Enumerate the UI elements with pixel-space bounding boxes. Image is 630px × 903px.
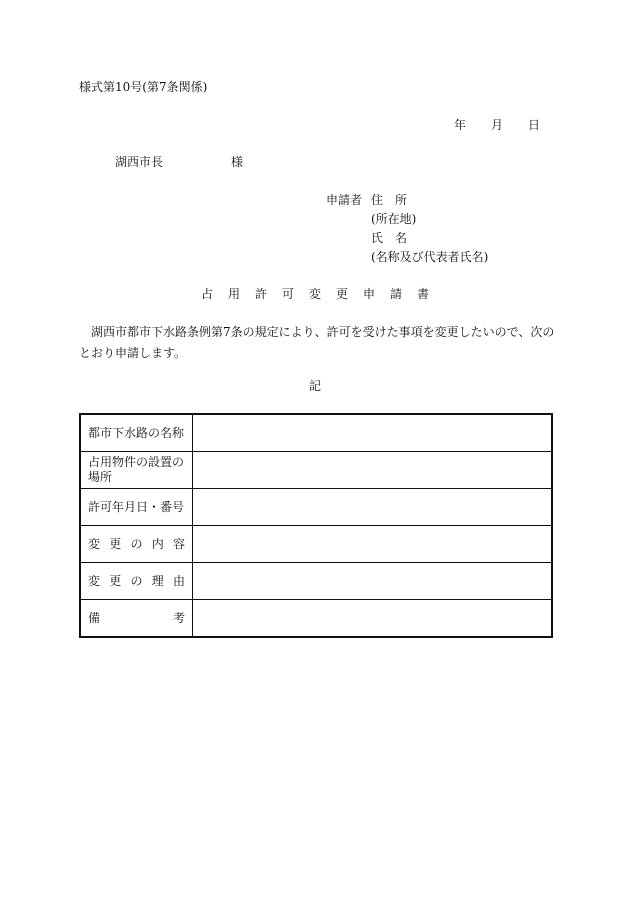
document-title: 占用許可変更申請書 bbox=[200, 287, 444, 301]
row-value-installation-place[interactable] bbox=[193, 452, 553, 489]
addressee bbox=[115, 156, 243, 168]
applicant-name-row bbox=[326, 232, 488, 251]
applicant-location-row bbox=[326, 213, 488, 232]
table-row bbox=[80, 452, 552, 489]
date-day: 日 bbox=[528, 118, 541, 132]
application-table bbox=[79, 413, 553, 638]
ki-heading: 記 bbox=[308, 379, 321, 393]
row-value-permit-date-number[interactable] bbox=[193, 489, 553, 526]
row-value-remarks[interactable] bbox=[193, 600, 553, 638]
row-label-change-reason: 変 更 の 理 由 bbox=[88, 574, 185, 588]
row-value-change-content[interactable] bbox=[193, 526, 553, 563]
applicant-address-row bbox=[326, 194, 488, 213]
addressee-name: 湖西市長 bbox=[115, 155, 164, 169]
row-label-installation-place: 占用物件の設置の場所 bbox=[80, 452, 193, 489]
table-row bbox=[80, 600, 552, 638]
addressee-honorific: 様 bbox=[231, 155, 244, 169]
name-label: 氏 名 bbox=[371, 231, 408, 245]
applicant-representative-row bbox=[326, 251, 488, 270]
date-line bbox=[454, 119, 540, 131]
table-row bbox=[80, 489, 552, 526]
form-number: 様式第10号(第7条関係) bbox=[79, 80, 208, 94]
row-value-change-reason[interactable] bbox=[193, 563, 553, 600]
representative-label: (名称及び代表者氏名) bbox=[371, 250, 489, 264]
date-year: 年 bbox=[454, 118, 467, 132]
applicant-block bbox=[326, 194, 488, 270]
table-row bbox=[80, 563, 552, 600]
row-label-permit-date-number: 許可年月日・番号 bbox=[80, 489, 193, 526]
table-row bbox=[80, 526, 552, 563]
row-label-sewer-name: 都市下水路の名称 bbox=[80, 414, 193, 452]
row-value-sewer-name[interactable] bbox=[193, 414, 553, 452]
address-label: 住 所 bbox=[371, 193, 408, 207]
date-month: 月 bbox=[491, 118, 504, 132]
row-label-change-content: 変 更 の 内 容 bbox=[88, 537, 185, 551]
location-label: (所在地) bbox=[371, 212, 417, 226]
table-row bbox=[80, 414, 552, 452]
body-text: 湖西市都市下水路条例第7条の規定により、許可を受けた事項を変更したいので、次のとおり申請します。 bbox=[79, 325, 555, 360]
applicant-label: 申請者 bbox=[326, 193, 363, 207]
row-label-remarks: 備 考 bbox=[88, 611, 185, 625]
